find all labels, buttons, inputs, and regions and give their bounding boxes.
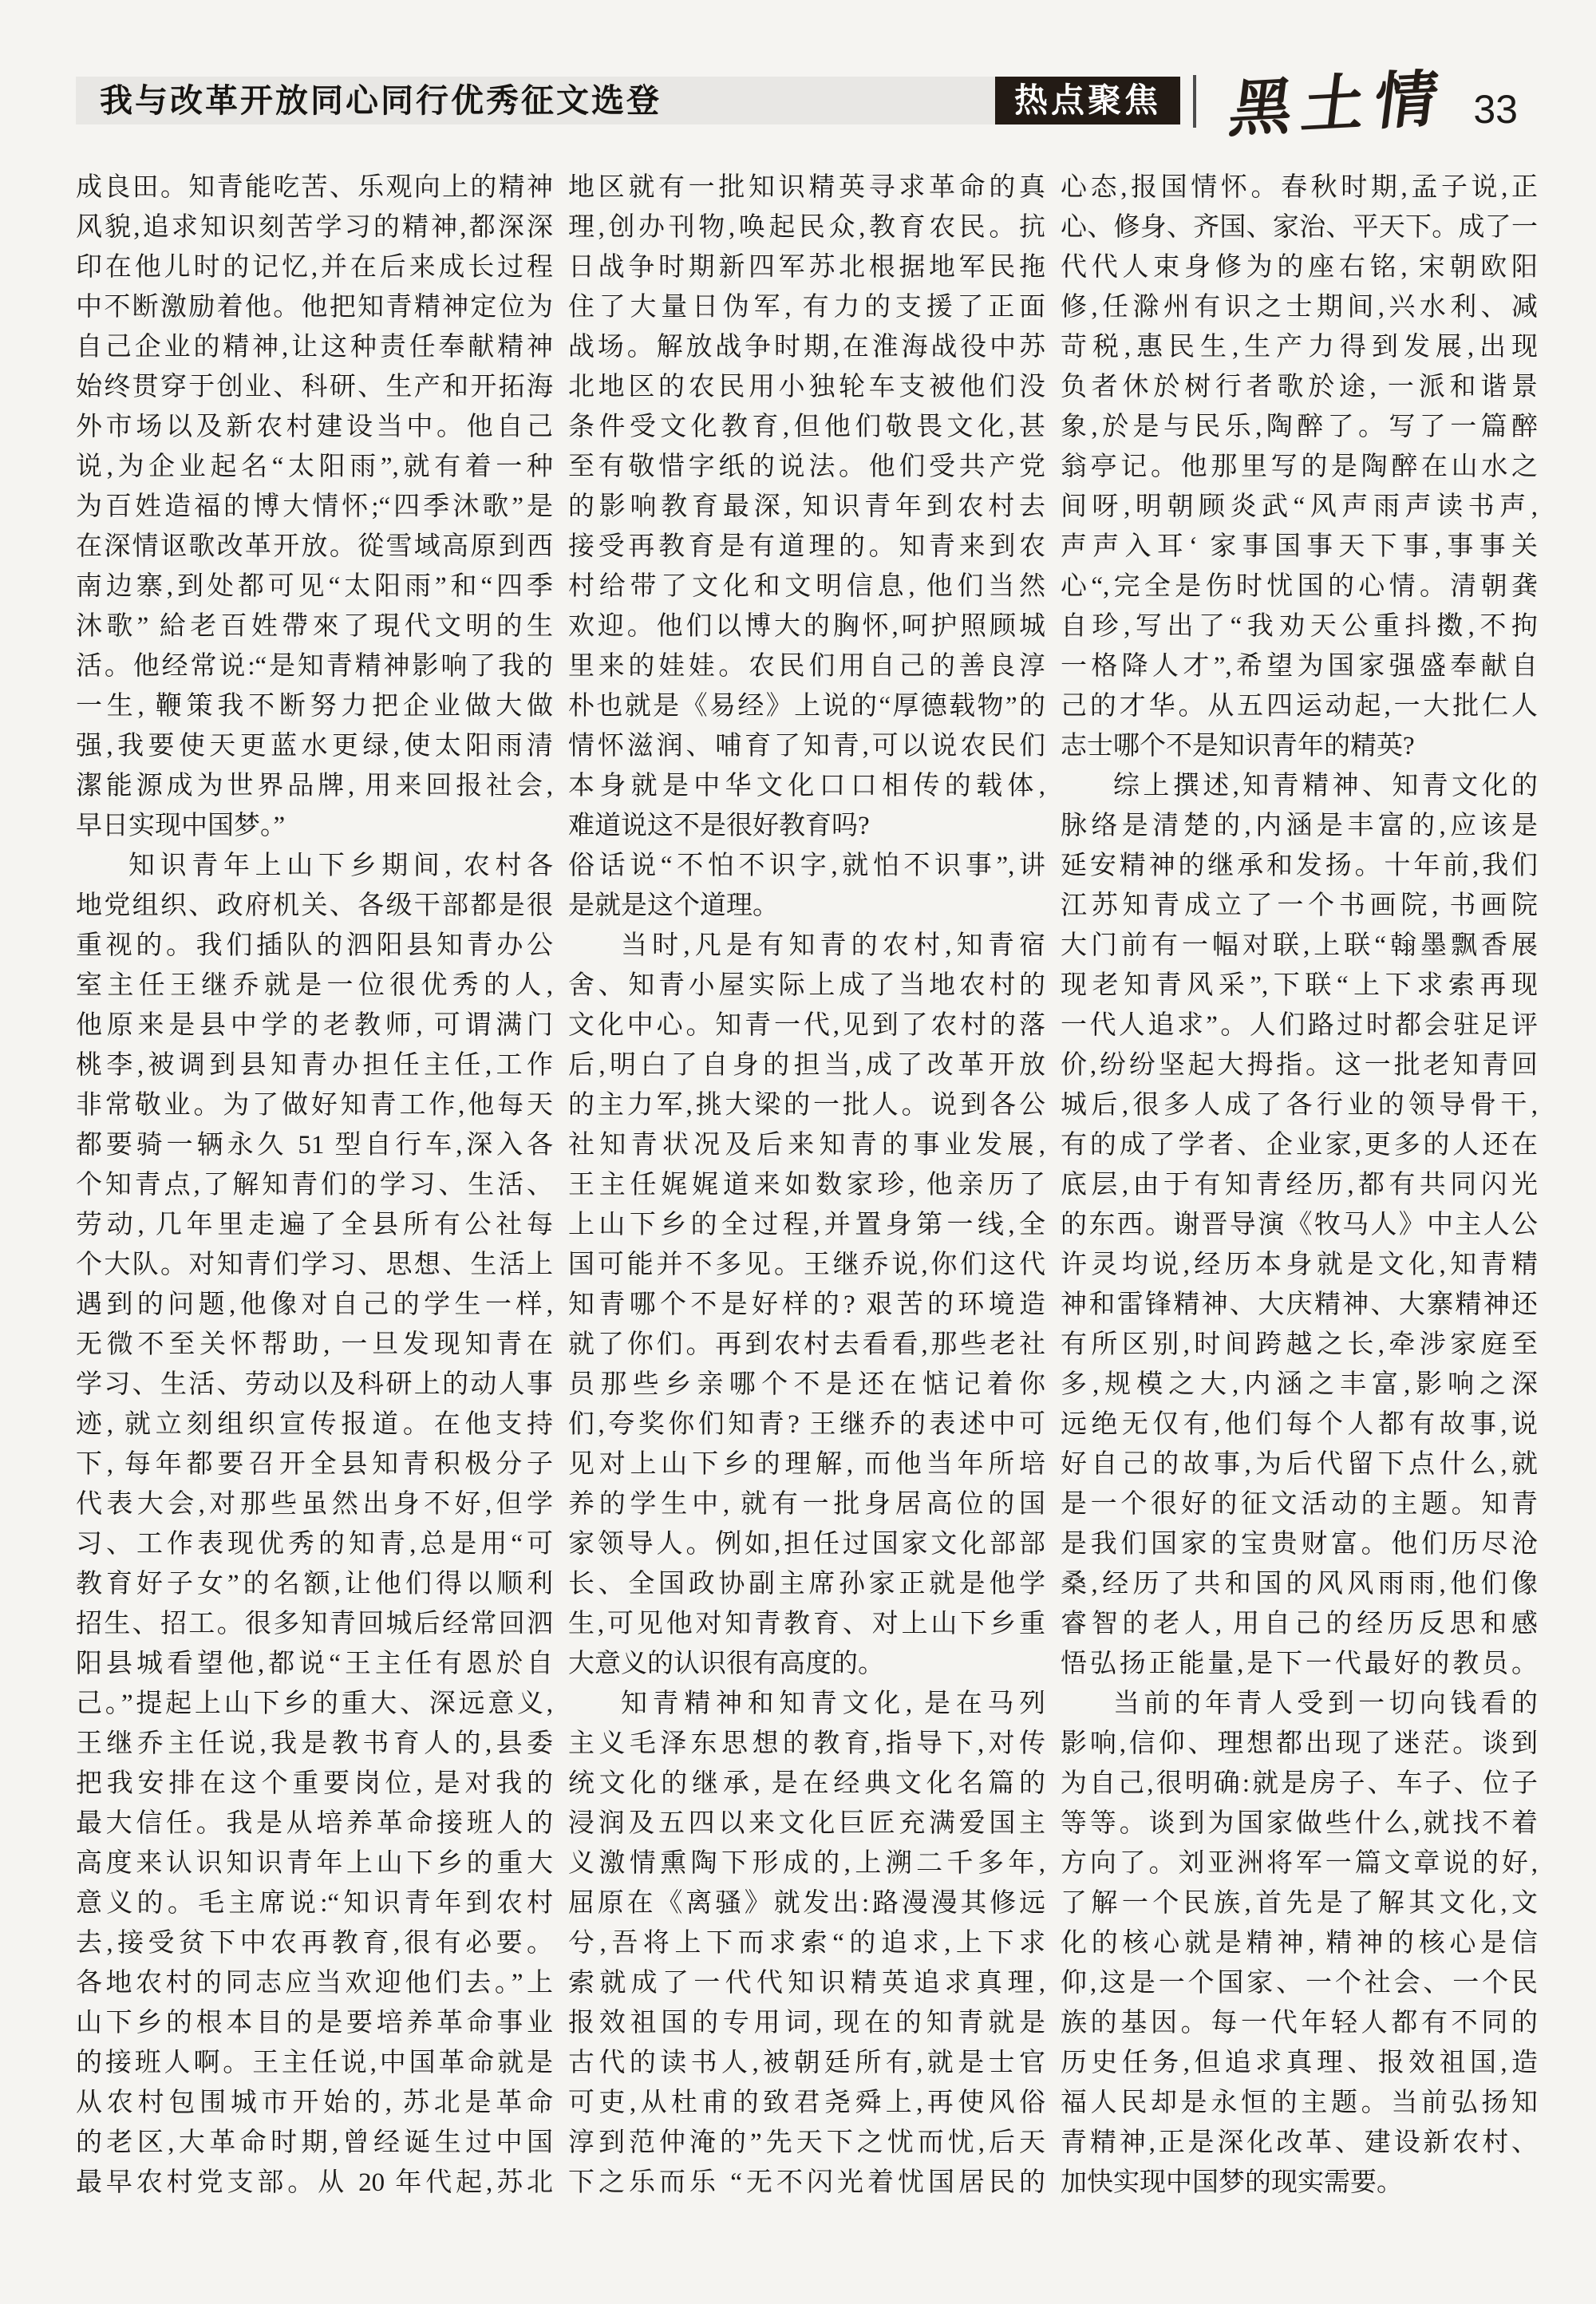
text-line: 的接班人啊。王主任说,中国革命就是 [76, 2049, 553, 2077]
text-line: 沐歌” 給老百姓帶來了現代文明的生 [76, 612, 553, 641]
page-header [76, 61, 1524, 146]
text-line: 是一个很好的征文活动的主题。知青 [1061, 1490, 1538, 1519]
text-line: 住了大量日伪军, 有力的支援了正面 [568, 293, 1045, 322]
text-line: 强,我要使天更蓝水更绿,使太阳雨清 [76, 732, 553, 761]
text-line: 远绝无仅有,他们每个人都有故事,说 [1061, 1410, 1538, 1439]
text-line: 可吏,从杜甫的致君尧舜上,再使风俗 [568, 2089, 1045, 2117]
text-line: 文化中心。知青一代,见到了农村的落 [568, 1011, 1045, 1040]
text-line: 影响,信仰、理想都出现了迷茫。谈到 [1061, 1729, 1538, 1758]
text-line: 下之乐而乐 “无不闪光着忧国居民的 [568, 2168, 1045, 2197]
text-line: 们,夸奖你们知青? 王继乔的表述中可 [568, 1410, 1045, 1439]
text-line: 方向了。刘亚洲将军一篇文章说的好, [1061, 1849, 1538, 1878]
text-line: 理,创办刊物,唤起民众,教育农民。抗 [568, 213, 1045, 242]
text-line: 养的学生中, 就有一批身居高位的国 [568, 1490, 1045, 1519]
text-line: 地区就有一批知识精英寻求革命的真 [568, 173, 1045, 202]
text-line: 学习、生活、劳动以及科研上的动人事 [76, 1370, 553, 1399]
text-line: 高度来认识知识青年上山下乡的重大 [76, 1849, 553, 1878]
text-line: 欢迎。他们以博大的胸怀,呵护照顾城 [568, 612, 1045, 641]
text-line: 心、修身、齐国、家治、平天下。成了一 [1061, 213, 1538, 242]
text-line: 意义的。毛主席说:“知识青年到农村 [76, 1889, 553, 1918]
text-line: 当时,凡是有知青的农村,知青宿 [621, 931, 1045, 960]
text-line: 自珍,写出了“我劝天公重抖擞,不拘 [1061, 612, 1538, 641]
text-line: 是就是这个道理。 [568, 891, 779, 920]
text-line: 悟弘扬正能量,是下一代最好的教员。 [1061, 1650, 1538, 1678]
text-line: 阳县城看望他,都说“王主任有恩於自 [76, 1650, 553, 1678]
text-line: 室主任王继乔就是一位很优秀的人, [76, 971, 553, 1000]
text-line: 延安精神的继承和发扬。十年前,我们 [1061, 852, 1538, 880]
text-line: 志士哪个不是知识青年的精英? [1061, 732, 1415, 761]
section-badge: 热点聚焦 [995, 77, 1180, 124]
text-line: 自己企业的精神,让这种责任奉献精神 [76, 333, 553, 362]
text-line: 价,纷纷坚起大拇指。这一批老知青回 [1061, 1051, 1538, 1080]
text-line: 苛税,惠民生,生产力得到发展,出现 [1061, 333, 1538, 362]
text-line: 为自己,很明确:就是房子、车子、位子 [1061, 1769, 1538, 1798]
text-line: 各地农村的同志应当欢迎他们去。”上 [76, 1969, 553, 1998]
text-line: 非常敬业。为了做好知青工作,他每天 [76, 1091, 553, 1120]
text-line: 北地区的农民用小独轮车支被他们没 [568, 373, 1045, 401]
text-line: 桑,经历了共和国的风风雨雨,他们像 [1061, 1570, 1538, 1599]
text-line: 综上撰述,知青精神、知青文化的 [1113, 772, 1538, 800]
text-line: 当前的年青人受到一切向钱看的 [1113, 1689, 1538, 1718]
text-line: 在深情讴歌改革开放。從雪域高原到西 [76, 532, 553, 561]
page-number: 33 [1473, 87, 1518, 132]
text-line: 最大信任。我是从培养革命接班人的 [76, 1809, 553, 1838]
text-line: 遇到的问题,他像对自己的学生一样, [76, 1290, 553, 1319]
text-line: 心“,完全是伤时忧国的心情。清朝龚 [1061, 572, 1538, 601]
text-column-3 [1061, 168, 1538, 2203]
text-line: 战场。解放战争时期,在淮海战役中苏 [568, 333, 1045, 362]
text-line: 知识青年上山下乡期间, 农村各 [128, 852, 553, 880]
text-line: 义激情熏陶下形成的,上溯二千多年, [568, 1849, 1045, 1878]
text-line: 了解一个民族,首先是了解其文化,文 [1061, 1889, 1538, 1918]
text-line: 上山下乡的全过程,并置身第一线,全 [568, 1211, 1045, 1239]
text-line: 早日实现中国梦。” [76, 812, 286, 840]
text-line: 无微不至关怀帮助, 一旦发现知青在 [76, 1330, 553, 1359]
text-line: 睿智的老人, 用自己的经历反思和感 [1061, 1610, 1538, 1638]
text-line: 间呀,明朝顾炎武“风声雨声读书声, [1061, 492, 1538, 521]
text-line: 仰,这是一个国家、一个社会、一个民 [1061, 1969, 1538, 1998]
text-line: 代代人束身修为的座右铭, 宋朝欧阳 [1061, 253, 1538, 282]
text-line: 个知青点,了解知青们的学习、生活、 [76, 1171, 553, 1199]
text-line: 里来的娃娃。农民们用自己的善良淳 [568, 652, 1045, 681]
text-line: 长、全国政协副主席孙家正就是他学 [568, 1570, 1045, 1599]
text-line: 本身就是中华文化口口相传的载体, [568, 772, 1045, 800]
text-line: 舍、知青小屋实际上成了当地农村的 [568, 971, 1045, 1000]
text-line: 招生、招工。很多知青回城后经常回泗 [76, 1610, 553, 1638]
text-line: 许灵均说,经历本身就是文化,知青精 [1061, 1251, 1538, 1279]
article-body [76, 168, 1538, 2203]
text-line: 的老区,大革命时期,曾经诞生过中国 [76, 2128, 553, 2157]
text-line: 情怀滋润、哺育了知青,可以说农民们 [568, 732, 1045, 761]
text-line: 中不断激励着他。他把知青精神定位为 [76, 293, 553, 322]
text-line: 脉络是清楚的,内涵是丰富的,应该是 [1061, 812, 1538, 840]
text-line: 成良田。知青能吃苦、乐观向上的精神 [76, 173, 553, 202]
text-line: 大门前有一幅对联,上联“翰墨飘香展 [1061, 931, 1538, 960]
text-line: 都要骑一辆永久 51 型自行车,深入各 [76, 1131, 553, 1160]
text-line: 后,明白了自身的担当,成了改革开放 [568, 1051, 1045, 1080]
text-line: 己。”提起上山下乡的重大、深远意义, [76, 1689, 553, 1718]
text-line: 象,於是与民乐,陶醉了。写了一篇醉 [1061, 413, 1538, 441]
text-column-1 [76, 168, 553, 2203]
text-line: 难道说这不是很好教育吗? [568, 812, 870, 840]
text-line: 历史任务,但追求真理、报效祖国,造 [1061, 2049, 1538, 2077]
text-line: 为百姓造福的博大情怀;“四季沐歌”是 [76, 492, 553, 521]
text-line: 风貌,追求知识刻苦学习的精神,都深深 [76, 213, 553, 242]
text-line: 至有敬惜字纸的说法。他们受共产党 [568, 453, 1045, 481]
text-line: 是我们国家的宝贵财富。他们历尽沧 [1061, 1530, 1538, 1559]
text-line: 朴也就是《易经》上说的“厚德载物”的 [568, 692, 1045, 721]
text-line: 神和雷锋精神、大庆精神、大寨精神还 [1061, 1290, 1538, 1319]
text-line: 一生, 鞭策我不断努力把企业做大做 [76, 692, 553, 721]
text-line: 南边寨,到处都可见“太阳雨”和“四季 [76, 572, 553, 601]
text-line: 日战争时期新四军苏北根据地军民拖 [568, 253, 1045, 282]
text-line: 古代的读书人,被朝廷所有,就是士官 [568, 2049, 1045, 2077]
header-divider [1193, 75, 1196, 128]
text-line: 好自己的故事,为后代留下点什么,就 [1061, 1450, 1538, 1479]
text-line: 知青精神和知青文化, 是在马列 [621, 1689, 1045, 1718]
text-line: 浸润及五四以来文化巨匠充满爱国主 [568, 1809, 1045, 1838]
text-line: 生,可见他对知青教育、对上山下乡重 [568, 1610, 1045, 1638]
banner-title: 我与改革开放同心同行优秀征文选登 [76, 77, 995, 124]
text-line: 习、工作表现优秀的知青,总是用“可 [76, 1530, 553, 1559]
text-line: 一代人追求”。人们路过时都会驻足评 [1061, 1011, 1538, 1040]
header-banner [76, 77, 1180, 124]
text-line: 接受再教育是有道理的。知青来到农 [568, 532, 1045, 561]
text-line: 潔能源成为世界品牌, 用来回报社会, [76, 772, 553, 800]
text-line: 村给带了文化和文明信息, 他们当然 [568, 572, 1045, 601]
text-line: 他原来是县中学的老教师, 可谓满门 [76, 1011, 553, 1040]
text-line: 翁亭记。他那里写的是陶醉在山水之 [1061, 453, 1538, 481]
text-line: 有的成了学者、企业家,更多的人还在 [1061, 1131, 1538, 1160]
text-line: 王继乔主任说,我是教书育人的,县委 [76, 1729, 553, 1758]
text-line: 修,任滁州有识之士期间,兴水利、减 [1061, 293, 1538, 322]
text-line: 江苏知青成立了一个书画院, 书画院 [1061, 891, 1538, 920]
text-line: 山下乡的根本目的是要培养革命事业 [76, 2009, 553, 2037]
text-line: 族的基因。每一代年轻人都有不同的 [1061, 2009, 1538, 2037]
text-line: 底层,由于有知青经历,都有共同闪光 [1061, 1171, 1538, 1199]
text-line: 始终贯穿于创业、科研、生产和开拓海 [76, 373, 553, 401]
text-line: 大意义的认识很有高度的。 [568, 1650, 884, 1678]
text-line: 迹, 就立刻组织宣传报道。在他支持 [76, 1410, 553, 1439]
text-line: 王主任娓娓道来如数家珍, 他亲历了 [568, 1171, 1045, 1199]
text-line: 俗话说“不怕不识字,就怕不识事”,讲 [568, 852, 1045, 880]
text-line: 教育好子女”的名额,让他们得以顺利 [76, 1570, 553, 1599]
text-line: 化的核心就是精神, 精神的核心是信 [1061, 1929, 1538, 1958]
text-line: 地党组织、政府机关、各级干部都是很 [76, 891, 553, 920]
text-line: 重视的。我们插队的泗阳县知青办公 [76, 931, 553, 960]
text-line: 的主力军,挑大梁的一批人。说到各公 [568, 1091, 1045, 1120]
text-line: 青精神,正是深化改革、建设新农村、 [1061, 2128, 1538, 2157]
text-line: 多,规模之大,内涵之丰富,影响之深 [1061, 1370, 1538, 1399]
text-line: 最早农村党支部。从 20 年代起,苏北 [76, 2168, 553, 2197]
text-line: 心态,报国情怀。春秋时期,孟子说,正 [1061, 173, 1538, 202]
text-line: 加快实现中国梦的现实需要。 [1061, 2168, 1403, 2197]
text-line: 的东西。谢晋导演《牧马人》中主人公 [1061, 1211, 1538, 1239]
text-line: 的影响教育最深, 知识青年到农村去 [568, 492, 1045, 521]
text-line: 声声入耳‘ 家事国事天下事,事事关 [1061, 532, 1538, 561]
text-line: 淳到范仲淹的”先天下之忧而忧,后天 [568, 2128, 1045, 2157]
text-line: 报效祖国的专用词, 现在的知青就是 [568, 2009, 1045, 2037]
text-line: 桃李,被调到县知青办担任主任,工作 [76, 1051, 553, 1080]
text-line: 主义毛泽东思想的教育,指导下,对传 [568, 1729, 1045, 1758]
text-line: 从农村包围城市开始的, 苏北是革命 [76, 2089, 553, 2117]
text-line: 有所区别,时间跨越之长,牵涉家庭至 [1061, 1330, 1538, 1359]
text-line: 社知青状况及后来知青的事业发展, [568, 1131, 1045, 1160]
text-line: 印在他儿时的记忆,并在后来成长过程 [76, 253, 553, 282]
text-line: 劳动, 几年里走遍了全县所有公社每 [76, 1211, 553, 1239]
text-line: 索就成了一代代知识精英追求真理, [568, 1969, 1045, 1998]
text-line: 国可能并不多见。王继乔说,你们这代 [568, 1251, 1045, 1279]
text-line: 把我安排在这个重要岗位, 是对我的 [76, 1769, 553, 1798]
text-line: 员那些乡亲哪个不是还在惦记着你 [568, 1370, 1045, 1399]
text-line: 条件受文化教育,但他们敬畏文化,甚 [568, 413, 1045, 441]
text-line: 等等。谈到为国家做些什么,就找不着 [1061, 1809, 1538, 1838]
text-line: 屈原在《离骚》就发出:路漫漫其修远 [568, 1889, 1045, 1918]
text-line: 统文化的继承, 是在经典文化名篇的 [568, 1769, 1045, 1798]
text-line: 个大队。对知青们学习、思想、生活上 [76, 1251, 553, 1279]
text-line: 兮,吾将上下而求索“的追求,上下求 [568, 1929, 1045, 1958]
text-line: 现老知青风采”,下联“上下求索再现 [1061, 971, 1538, 1000]
text-line: 知青哪个不是好样的? 艰苦的环境造 [568, 1290, 1045, 1319]
text-line: 己的才华。从五四运动起,一大批仁人 [1061, 692, 1538, 721]
text-line: 说,为企业起名“太阳雨”,就有着一种 [76, 453, 553, 481]
text-line: 负者休於树行者歌於途, 一派和谐景 [1061, 373, 1538, 401]
text-column-2 [568, 168, 1045, 2203]
text-line: 活。他经常说:“是知青精神影响了我的 [76, 652, 553, 681]
text-line: 外市场以及新农村建设当中。他自己 [76, 413, 553, 441]
magazine-logo: 黑土情 [1225, 61, 1452, 146]
text-line: 就了你们。再到农村去看看,那些老社 [568, 1330, 1045, 1359]
text-line: 代表大会,对那些虽然出身不好,但学 [76, 1490, 553, 1519]
text-line: 去,接受贫下中农再教育,很有必要。 [76, 1929, 553, 1958]
text-line: 下, 每年都要召开全县知青积极分子 [76, 1450, 553, 1479]
text-line: 福人民却是永恒的主题。当前弘扬知 [1061, 2089, 1538, 2117]
text-line: 一格降人才”,希望为国家强盛奉献自 [1061, 652, 1538, 681]
text-line: 城后,很多人成了各行业的领导骨干, [1061, 1091, 1538, 1120]
text-line: 家领导人。例如,担任过国家文化部部 [568, 1530, 1045, 1559]
text-line: 见对上山下乡的理解, 而他当年所培 [568, 1450, 1045, 1479]
